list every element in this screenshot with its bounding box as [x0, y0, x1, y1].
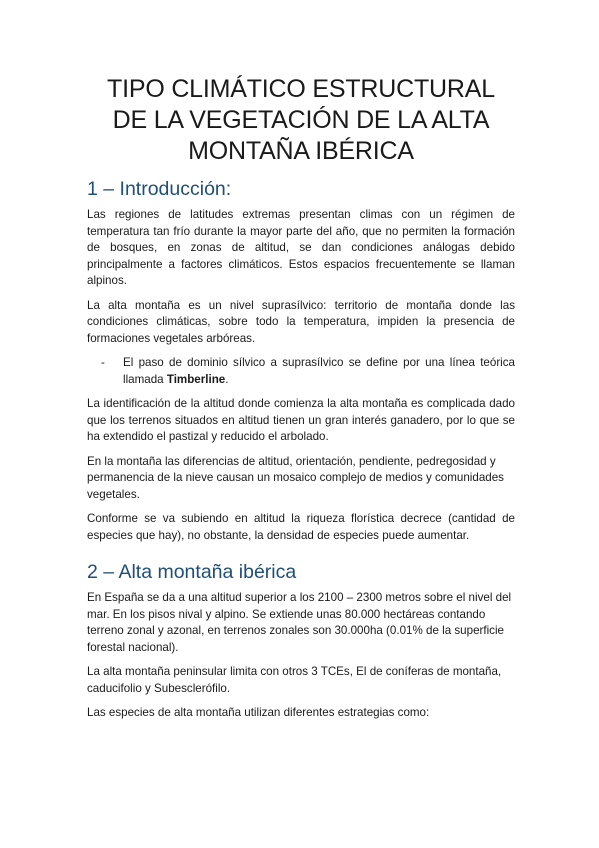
- bullet-dash: -: [101, 356, 105, 369]
- bullet-text: [123, 355, 515, 388]
- section-heading-introduccion: 1 – Introducción:: [87, 178, 232, 200]
- bullet-text-main: El paso de dominio sílvico a suprasílvico se define por una línea teórica llamada: [123, 356, 515, 386]
- bullet-text-bold: Timberline: [166, 372, 226, 386]
- paragraph: La alta montaña peninsular limita con otros 3 TCEs, El de coníferas de montaña, caducifolio y Subesclerófilo.: [87, 665, 502, 695]
- paragraph: En la montaña las diferencias de altitud, orientación, pendiente, pedregosidad y permanencia de la nieve causan un mosaico complejo de medios y comunidades vegetales.: [87, 454, 504, 501]
- paragraph: Conforme se va subiendo en altitud la riqueza florística decrece (cantidad de especies que hay), no obstante, la densidad de especies puede aumentar.: [87, 512, 515, 542]
- section-heading-alta-montana-iberica: 2 – Alta montaña ibérica: [87, 561, 297, 583]
- paragraph: La identificación de la altitud donde comienza la alta montaña es complicada dado que los terrenos situados en altitud tienen un gran interés ganadero, por lo que se ha extendido el pastizal y reducido el arbolado.: [87, 397, 515, 443]
- list-item: [87, 355, 515, 388]
- document-title: TIPO CLIMÁTICO ESTRUCTURAL DE LA VEGETACIÓN DE LA ALTA MONTAÑA IBÉRICA: [107, 75, 495, 165]
- paragraph: Las especies de alta montaña utilizan diferentes estrategias como:: [87, 706, 430, 719]
- paragraph: La alta montaña es un nivel suprasílvico: territorio de montaña donde las condiciones climáticas, sobre todo la temperatura, impiden la presencia de formaciones vegetales arbóreas.: [87, 298, 515, 345]
- paragraph: Las regiones de latitudes extremas presentan climas con un régimen de temperatura tan frío durante la mayor parte del año, que no permiten la formación de bosques, en zonas de altitud, se dan condiciones análogas debido principalmente a factores climáticos. Estos espacios frecuentemente se llaman alpinos.: [87, 208, 515, 287]
- paragraph: En España se da a una altitud superior a los 2100 – 2300 metros sobre el nivel del mar. En los pisos nival y alpino. Se extiende unas 80.000 hectáreas contando terreno zonal y azonal, en terrenos zonales son 30.000ha (0.01% de la superficie forestal nacional).: [87, 591, 512, 654]
- bullet-text-end: .: [225, 372, 229, 386]
